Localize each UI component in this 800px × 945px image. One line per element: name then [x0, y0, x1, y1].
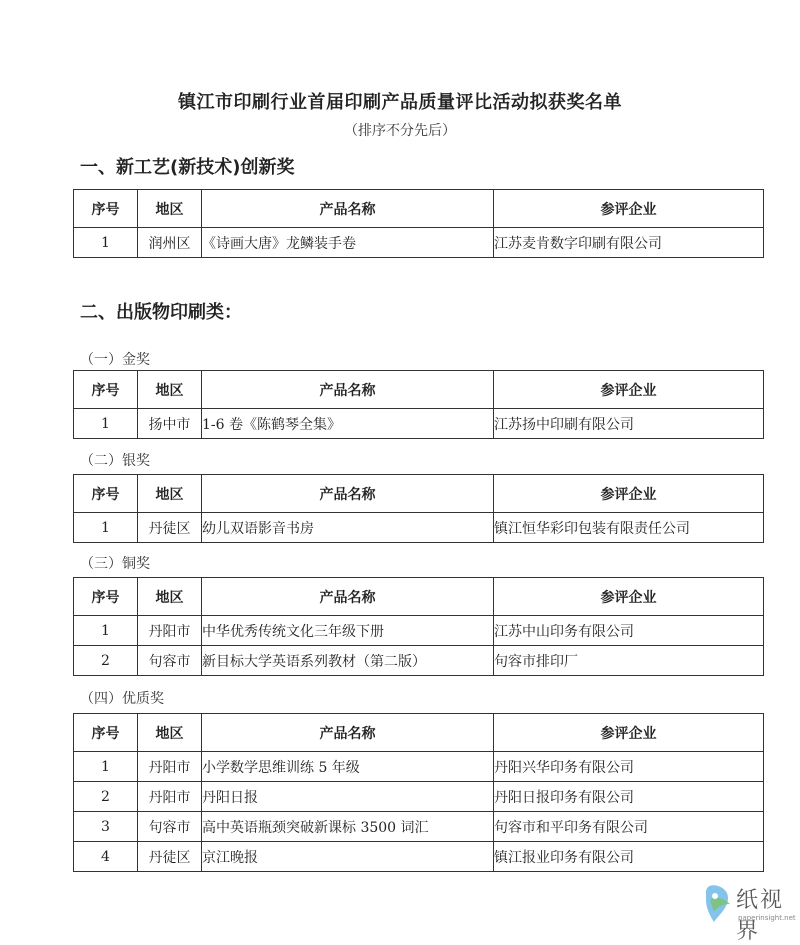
header-company: 参评企业: [494, 190, 764, 228]
header-no: 序号: [74, 714, 138, 752]
cell-product: 丹阳日报: [202, 782, 494, 812]
cell-region: 丹阳市: [138, 616, 202, 646]
silver-award-table: [73, 474, 764, 543]
document-title: 镇江市印刷行业首届印刷产品质量评比活动拟获奖名单: [178, 92, 622, 113]
cell-company: 镇江恒华彩印包装有限责任公司: [494, 513, 764, 543]
section-heading-publications: 二、出版物印刷类：: [80, 302, 242, 323]
cell-product: 小学数学思维训练 5 年级: [202, 752, 494, 782]
cell-no: 3: [74, 812, 138, 842]
header-region: 地区: [138, 371, 202, 409]
cell-product: 中华优秀传统文化三年级下册: [202, 616, 494, 646]
cell-region: 扬中市: [138, 409, 202, 439]
header-company: 参评企业: [494, 371, 764, 409]
table-header-row: [74, 714, 764, 752]
table-row: [74, 228, 764, 258]
cell-no: 1: [74, 513, 138, 543]
header-region: 地区: [138, 190, 202, 228]
cell-product: 幼儿双语影音书房: [202, 513, 494, 543]
bronze-award-table: [73, 577, 764, 676]
cell-region: 润州区: [138, 228, 202, 258]
header-region: 地区: [138, 578, 202, 616]
cell-product: 新目标大学英语系列教材（第二版）: [202, 646, 494, 676]
cell-product: 京江晚报: [202, 842, 494, 872]
table-header-row: [74, 578, 764, 616]
table-row: [74, 616, 764, 646]
cell-company: 江苏扬中印刷有限公司: [494, 409, 764, 439]
cell-company: 镇江报业印务有限公司: [494, 842, 764, 872]
table-row: [74, 842, 764, 872]
cell-region: 丹阳市: [138, 752, 202, 782]
watermark-text: 纸视界: [736, 888, 785, 944]
header-product: 产品名称: [202, 371, 494, 409]
table-row: [74, 812, 764, 842]
innovation-award-table: [73, 189, 764, 258]
gold-award-table: [73, 370, 764, 439]
section-heading-innovation: 一、新工艺(新技术)创新奖: [80, 157, 295, 178]
cell-company: 句容市和平印务有限公司: [494, 812, 764, 842]
cell-region: 句容市: [138, 812, 202, 842]
cell-no: 1: [74, 409, 138, 439]
subsection-label-silver: （二）银奖: [80, 453, 150, 469]
table-row: [74, 752, 764, 782]
subsection-label-quality: （四）优质奖: [80, 691, 164, 707]
cell-no: 4: [74, 842, 138, 872]
header-no: 序号: [74, 578, 138, 616]
subsection-label-bronze: （三）铜奖: [80, 556, 150, 572]
header-region: 地区: [138, 475, 202, 513]
header-no: 序号: [74, 475, 138, 513]
quality-award-table: [73, 713, 764, 872]
cell-region: 丹阳市: [138, 782, 202, 812]
cell-company: 丹阳兴华印务有限公司: [494, 752, 764, 782]
cell-no: 1: [74, 228, 138, 258]
header-company: 参评企业: [494, 578, 764, 616]
table-header-row: [74, 475, 764, 513]
cell-region: 句容市: [138, 646, 202, 676]
cell-company: 江苏中山印务有限公司: [494, 616, 764, 646]
header-product: 产品名称: [202, 475, 494, 513]
cell-company: 句容市排印厂: [494, 646, 764, 676]
header-product: 产品名称: [202, 714, 494, 752]
cell-product: 《诗画大唐》龙鳞装手卷: [202, 228, 494, 258]
header-product: 产品名称: [202, 578, 494, 616]
header-company: 参评企业: [494, 714, 764, 752]
header-region: 地区: [138, 714, 202, 752]
header-no: 序号: [74, 371, 138, 409]
cell-company: 丹阳日报印务有限公司: [494, 782, 764, 812]
cell-region: 丹徒区: [138, 513, 202, 543]
cell-product: 1-6 卷《陈鹤琴全集》: [202, 409, 494, 439]
header-company: 参评企业: [494, 475, 764, 513]
table-header-row: [74, 190, 764, 228]
header-product: 产品名称: [202, 190, 494, 228]
cell-region: 丹徒区: [138, 842, 202, 872]
cell-product: 高中英语瓶颈突破新课标 3500 词汇: [202, 812, 494, 842]
watermark-url: paperinsight.net: [738, 914, 796, 922]
table-row: [74, 513, 764, 543]
cell-no: 1: [74, 752, 138, 782]
subsection-label-gold: （一）金奖: [80, 352, 150, 368]
header-no: 序号: [74, 190, 138, 228]
cell-no: 1: [74, 616, 138, 646]
cell-no: 2: [74, 646, 138, 676]
cell-company: 江苏麦肯数字印刷有限公司: [494, 228, 764, 258]
table-row: [74, 409, 764, 439]
document-subtitle: （排序不分先后）: [344, 123, 456, 139]
table-row: [74, 646, 764, 676]
table-row: [74, 782, 764, 812]
cell-no: 2: [74, 782, 138, 812]
table-header-row: [74, 371, 764, 409]
